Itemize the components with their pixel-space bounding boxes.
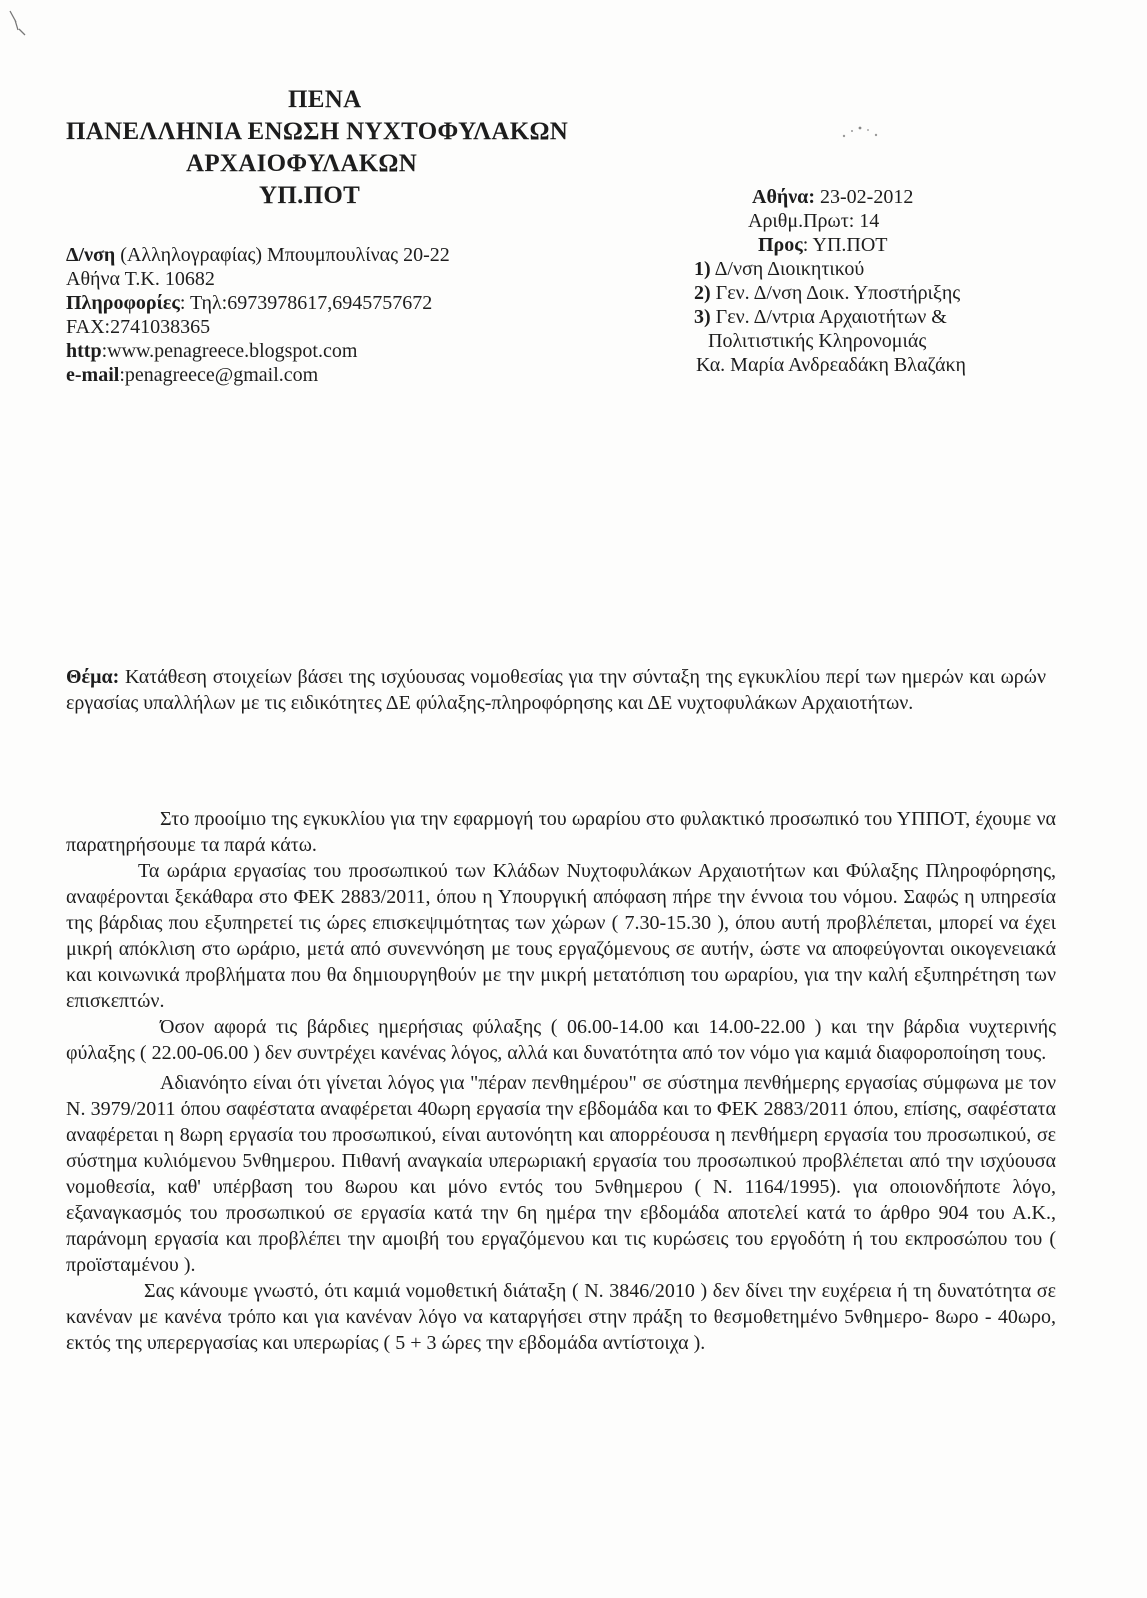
to-value: : ΥΠ.ΠΟΤ bbox=[802, 234, 888, 256]
recipient-3 bbox=[694, 305, 966, 329]
recipient-3-continued: Πολιτιστικής Κληρονομιάς bbox=[708, 330, 927, 352]
org-name-line1: ΠΑΝΕΛΛΗΝΙΑ ΕΝΩΣΗ ΝΥΧΤΟΦΥΛΑΚΩΝ bbox=[66, 118, 569, 145]
body-paragraph-5: Σας κάνουμε γνωστό, ότι καμιά νομοθετική διάταξη ( Ν. 3846/2010 ) δεν δίνει την ευχέρεια ή τη δυνατότητα σε κανέναν με κανένα τρόπο και για κανέναν λόγο να καταργήσει στην πράξη το θεσμοθετημένο 5νθημερο- 8ωρο - 40ωρο, εκτός της υπερεργασίας και υπερωρίας ( 5 + 3 ώρες την εβδομάδα αντίστοιχα ). bbox=[66, 1280, 1056, 1354]
letter-body bbox=[66, 806, 1056, 1356]
email-label: e-mail bbox=[66, 364, 120, 386]
email-value: :penagreece@gmail.com bbox=[119, 364, 319, 386]
info-label: Πληροφορίες bbox=[66, 292, 180, 314]
subject-label: Θέμα: bbox=[66, 666, 120, 688]
recipient-2 bbox=[694, 281, 966, 305]
recipient-2-text: Γεν. Δ/νση Δοικ. Υποστήριξης bbox=[710, 282, 961, 304]
date-line bbox=[694, 185, 966, 209]
org-acronym: ΠΕΝΑ bbox=[288, 86, 362, 113]
web-line bbox=[66, 339, 450, 363]
email-line bbox=[66, 363, 450, 387]
recipient-1 bbox=[694, 257, 966, 281]
sender-contact-block bbox=[66, 243, 450, 387]
protocol-line: Αριθμ.Πρωτ: 14 bbox=[748, 210, 880, 232]
org-name-line2: ΑΡΧΑΙΟΦΥΛΑΚΩΝ bbox=[186, 150, 418, 177]
fax-line: FAX:2741038365 bbox=[66, 316, 211, 338]
city-line: Αθήνα Τ.Κ. 10682 bbox=[66, 268, 215, 290]
recipient-2-num: 2) bbox=[694, 282, 711, 304]
org-ministry: ΥΠ.ΠΟΤ bbox=[259, 182, 361, 209]
recipient-block bbox=[694, 185, 966, 377]
address-value: (Αλληλογραφίας) Μπουμπουλίνας 20-22 bbox=[115, 244, 450, 266]
info-value: : Τηλ:6973978617,6945757672 bbox=[179, 292, 433, 314]
recipient-3-text: Γεν. Δ/ντρια Αρχαιοτήτων & bbox=[710, 306, 947, 328]
recipient-3-num: 3) bbox=[694, 306, 711, 328]
scan-speck bbox=[840, 122, 882, 142]
recipient-4: Κα. Μαρία Ανδρεαδάκη Βλαζάκη bbox=[696, 354, 966, 376]
to-label: Προς bbox=[758, 234, 803, 256]
web-value: :www.penagreece.blogspot.com bbox=[101, 340, 358, 362]
body-paragraph-1: Στο προοίμιο της εγκυκλίου για την εφαρμογή του ωραρίου στο φυλακτικό προσωπικό του ΥΠΠΟΤ, έχουμε να παρατηρήσουμε τα παρά κάτω. bbox=[66, 808, 1056, 856]
date-label: Αθήνα: bbox=[752, 186, 815, 208]
subject-text: Κατάθεση στοιχείων βάσει της ισχύουσας νομοθεσίας για την σύνταξη της εγκυκλίου περί των ημερών και ωρών εργασίας υπαλλήλων με τις ειδικότητες ΔΕ φύλαξης-πληροφόρησης και ΔΕ νυχτοφυλάκων Αρχαιοτήτων. bbox=[66, 666, 1046, 714]
body-paragraph-3: Όσον αφορά τις βάρδιες ημερήσιας φύλαξης ( 06.00-14.00 και 14.00-22.00 ) και την βάρδια νυχτερινής φύλαξης ( 22.00-06.00 ) δεν συντρέχει κανένας λόγος, αλλά και δυνατότητα από τον νόμο για καμιά διαφοροποίηση τους. bbox=[66, 1016, 1056, 1064]
recipient-1-num: 1) bbox=[694, 258, 711, 280]
scan-mark bbox=[6, 8, 32, 38]
body-paragraph-2: Τα ωράρια εργασίας του προσωπικού των Κλάδων Νυχτοφυλάκων Αρχαιοτήτων και Φύλαξης Πληροφόρησης, αναφέρονται ξεκάθαρα στο ΦΕΚ 2883/2011, όπου η Υπουργική απόφαση πήρε την έννοια του νόμου. Σαφώς η υπηρεσία της βάρδιας που εξυπηρετεί τις ώρες επισκεψιμότητας των χώρων ( 7.30-15.30 ), όπου αυτή προβλέπεται, μπορεί να έχει μικρή απόκλιση στο ωράριο, μετά από συνεννόηση με τους εργαζόμενους σε αυτήν, ώστε να αποφεύγονται οικογενειακά και κοινωνικά προβλήματα που θα δημιουργηθούν με την μικρή μετατόπιση του ωραρίου, για την καλή εξυπηρέτηση των επισκεπτών. bbox=[66, 860, 1056, 1012]
date-value: 23-02-2012 bbox=[815, 186, 914, 208]
subject-paragraph bbox=[66, 664, 1046, 716]
to-line bbox=[694, 233, 966, 257]
address-label: Δ/νση bbox=[66, 244, 116, 266]
recipient-1-text: Δ/νση Διοικητικού bbox=[710, 258, 865, 280]
info-line bbox=[66, 291, 450, 315]
body-paragraph-4: Αδιανόητο είναι ότι γίνεται λόγος για "πέραν πενθημέρου" σε σύστημα πενθήμερης εργασίας σύμφωνα με τον Ν. 3979/2011 όπου σαφέστατα αναφέρεται 40ωρη εργασία την εβδομάδα και το ΦΕΚ 2883/2011 όπου, επίσης, σαφέστατα αναφέρεται η 8ωρη εργασία του προσωπικού, είναι αυτονόητη και απορρέουσα η πενθήμερη εργασία του προσωπικού, σε σύστημα κυλιόμενου 5νθημερου. Πιθανή αναγκαία υπερωριακή εργασία του προσωπικού προβλέπεται από την ισχύουσα νομοθεσία, καθ' υπέρβαση του 8ωρου και μόνο εντός του 5νθημερου ( Ν. 1164/1995). για οποιονδήποτε λόγο, εξαναγκασμός του προσωπικού σε εργασία κατά την 6η ημέρα την εβδομάδα αποτελεί κατά το άρθρο 904 του Α.Κ., παράνομη εργασία και προβλέπει την αμοιβή του εργαζόμενου και τις κυρώσεις του εργοδότη ή του εκπροσώπου του ( προϊσταμένου ). bbox=[66, 1072, 1056, 1276]
web-label: http bbox=[66, 340, 102, 362]
address-line bbox=[66, 243, 450, 267]
